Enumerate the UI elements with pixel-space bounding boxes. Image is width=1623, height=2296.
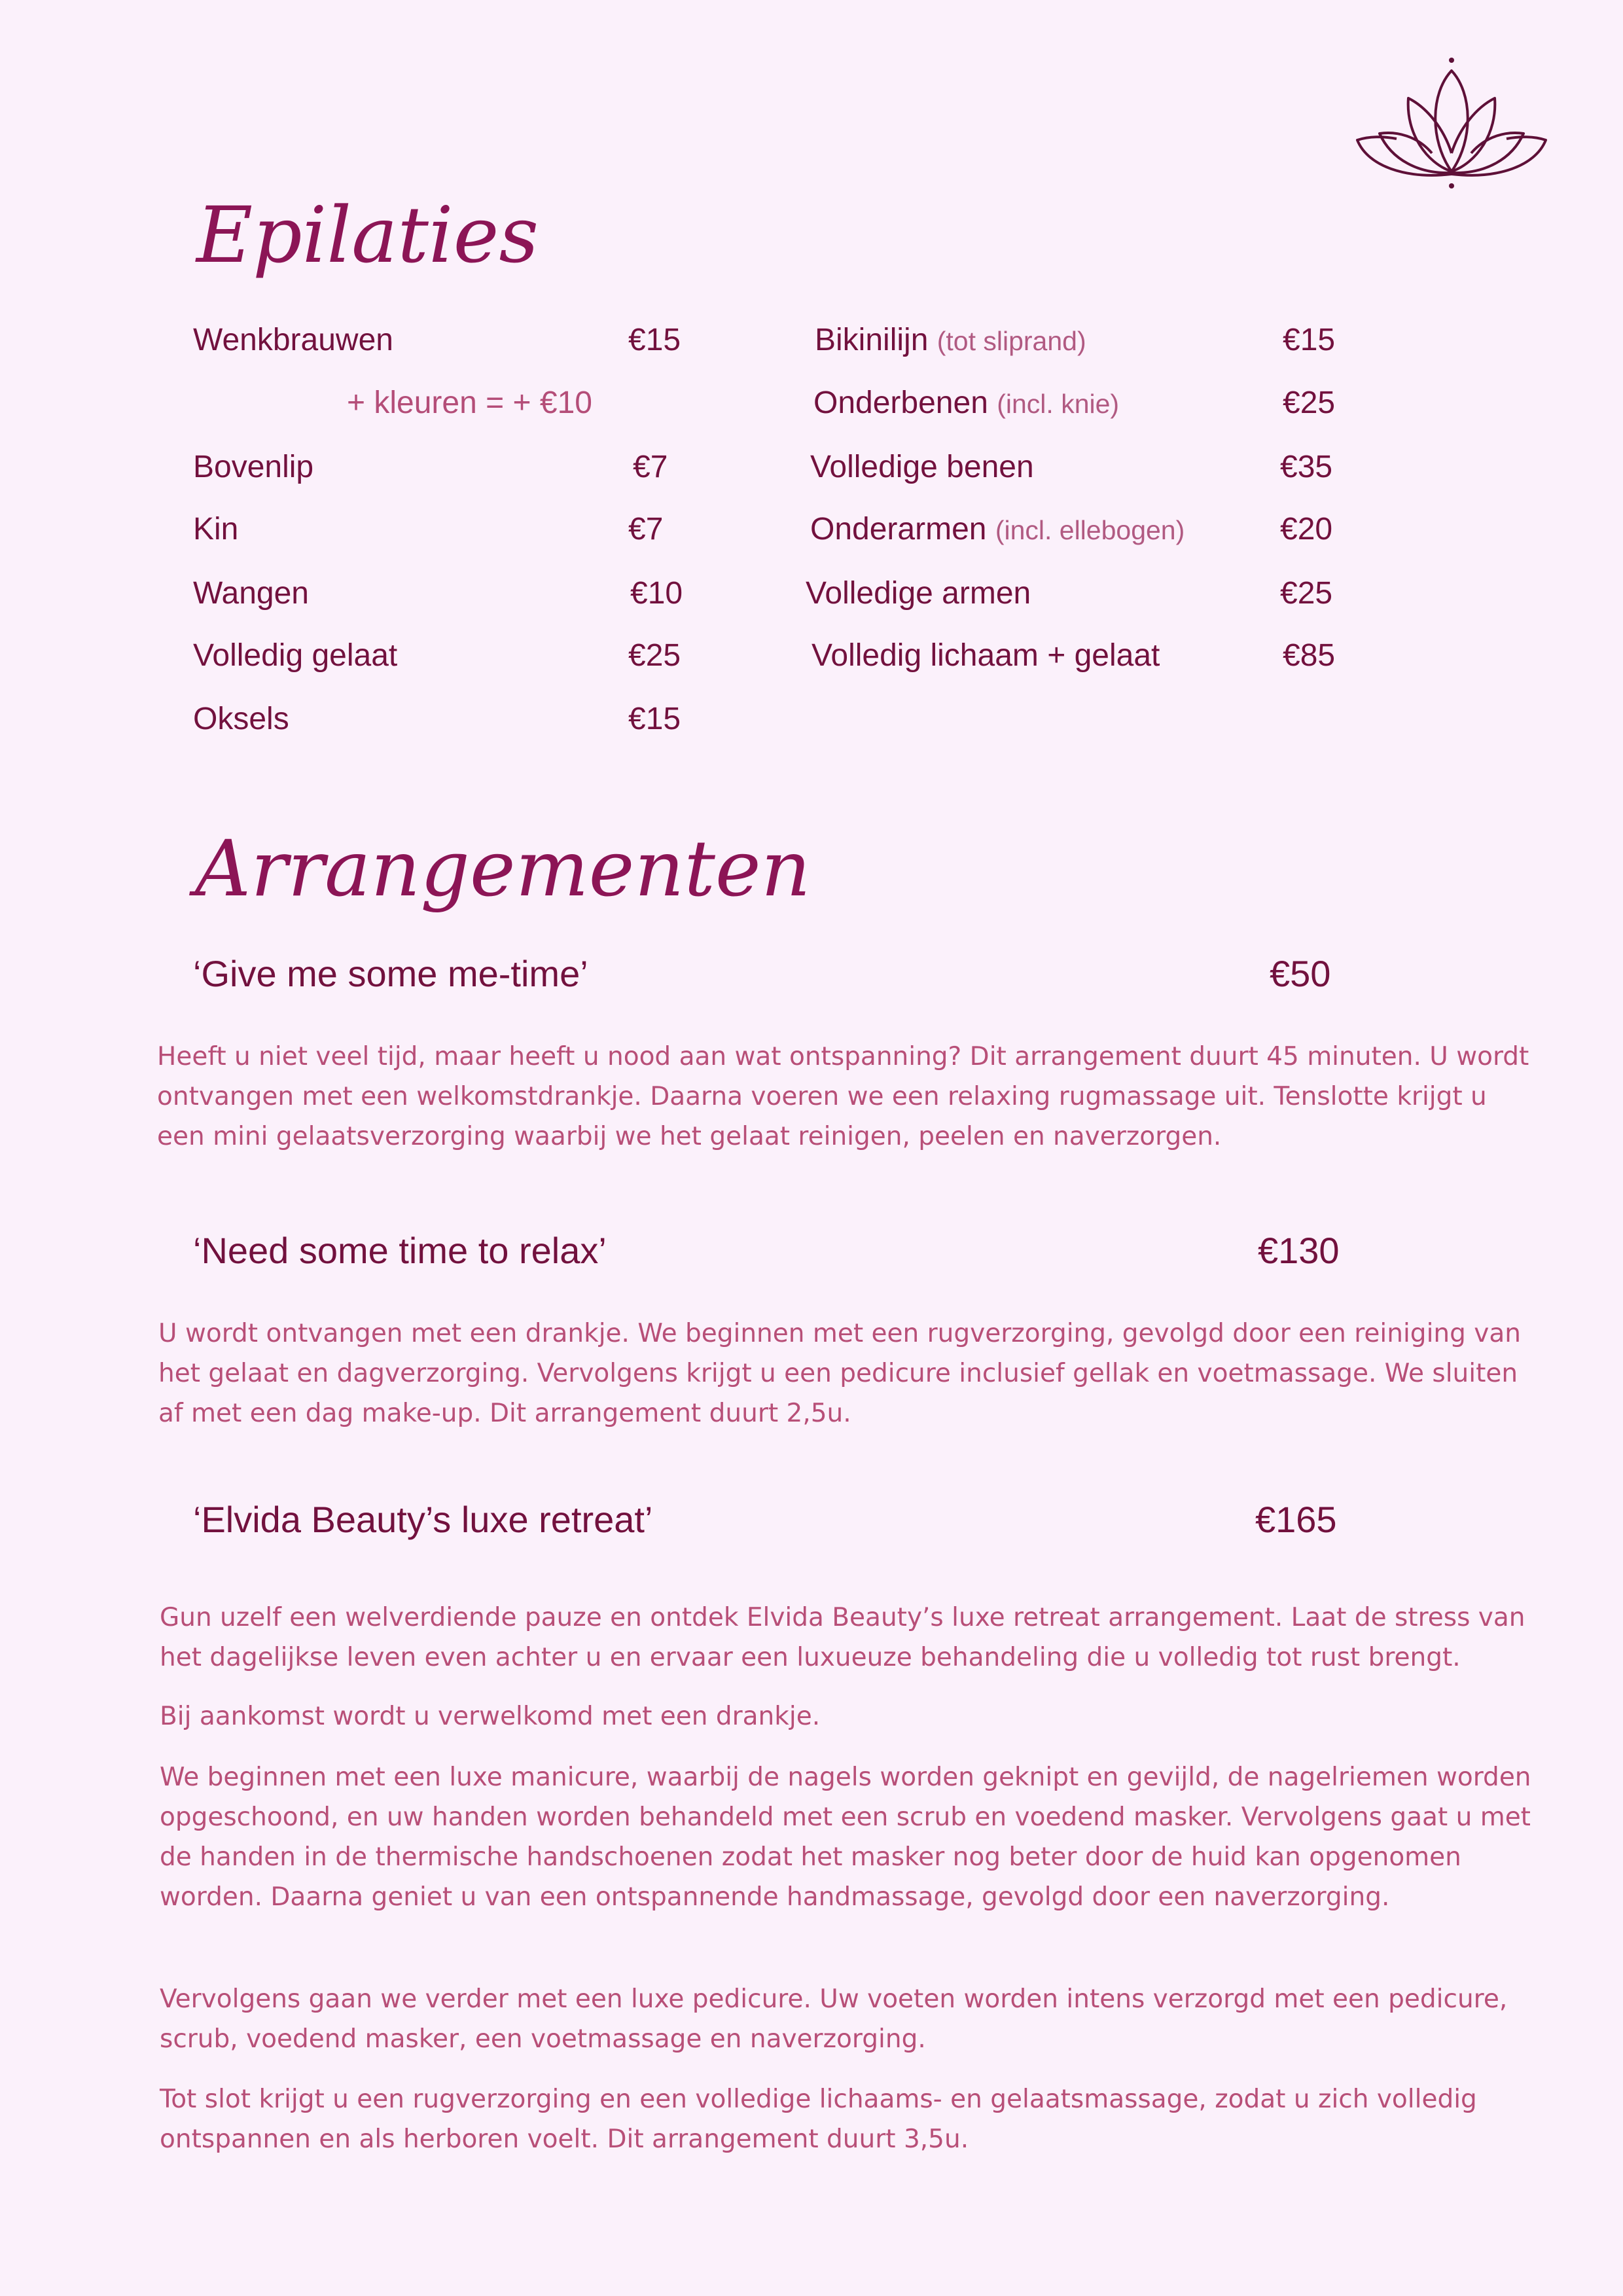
arrangement-title: ‘Elvida Beauty’s luxe retreat’ <box>193 1499 653 1540</box>
section-title-epilaties: Epilaties <box>196 190 539 280</box>
price-item-detail: (incl. ellebogen) <box>995 515 1185 545</box>
arrangement-price: €50 <box>1270 953 1331 994</box>
price-item-price: €7 <box>633 450 668 484</box>
arrangement-description: Heeft u niet veel tijd, maar heeft u nood aan wat ontspanning? Dit arrangement duurt 45 minuten. U wordt ontvangen met een welkomstdrankje. Daarna voeren we een relaxing rugmassage uit. Tenslotte krijgt u een mini gelaatsverzorging waarbij we het gelaat reinigen, peelen en naverzorgen. <box>157 1042 1529 1151</box>
price-item-label: Bikinilijn <box>815 323 929 357</box>
price-item-name: Wenkbrauwen <box>193 323 393 357</box>
price-item-price: €7 <box>628 512 664 547</box>
price-item-detail: (incl. knie) <box>997 389 1120 419</box>
arrangement-price: €165 <box>1255 1499 1337 1540</box>
arrangement-description: U wordt ontvangen met een drankje. We beginnen met een rugverzorging, gevolgd door een reiniging van het gelaat en dagverzorging. Vervolgens krijgt u een pedicure inclusief gellak en voetmassage. We sluiten af met een dag make-up. Dit arrangement duurt 2,5u. <box>158 1319 1521 1428</box>
price-item-name: Volledig lichaam + gelaat <box>812 638 1160 673</box>
price-item-price: €35 <box>1280 450 1333 484</box>
arrangement-title: ‘Give me some me-time’ <box>193 953 588 994</box>
price-item-price: €15 <box>628 702 681 736</box>
price-item-name: Wangen <box>193 576 309 611</box>
price-item-name <box>813 385 1119 421</box>
price-item-price: €25 <box>1280 576 1333 611</box>
price-item-name: Bovenlip <box>193 450 314 484</box>
price-item-name <box>810 511 1185 547</box>
arrangement-description: We beginnen met een luxe manicure, waarbij de nagels worden geknipt en gevijld, de nagelriemen worden opgeschoond, en uw handen worden behandeld met een scrub en voedend masker. Vervolgens gaat u met de handen in de thermische handschoenen zodat het masker nog beter door de huid kan opgenomen worden. Daarna geniet u van een ontspannende handmassage, gevolgd door een naverzorging. <box>160 1763 1531 1912</box>
arrangement-description: Bij aankomst wordt u verwelkomd met een drankje. <box>160 1702 821 1731</box>
price-item-price: €25 <box>1283 386 1336 420</box>
price-item-price: €15 <box>628 323 681 357</box>
price-item-price: €20 <box>1280 512 1333 547</box>
arrangement-description: Gun uzelf een welverdiende pauze en ontdek Elvida Beauty’s luxe retreat arrangement. Laat de stress van het dagelijkse leven even achter u en ervaar een luxueuze behandeling die u volledig tot rust brengt. <box>160 1603 1525 1672</box>
price-item-price: €25 <box>628 638 681 673</box>
price-item-name: Volledige armen <box>806 576 1031 611</box>
price-item-name: Oksels <box>193 702 289 736</box>
arrangement-price: €130 <box>1258 1230 1340 1271</box>
arrangement-description: Vervolgens gaan we verder met een luxe pedicure. Uw voeten worden intens verzorgd met een pedicure, scrub, voedend masker, een voetmassage en naverzorging. <box>160 1984 1508 2054</box>
arrangement-title: ‘Need some time to relax’ <box>193 1230 607 1271</box>
price-item-price: €10 <box>630 576 683 611</box>
price-item-detail: (tot sliprand) <box>936 326 1086 356</box>
lotus-icon <box>1353 55 1550 192</box>
price-item-name: Volledige benen <box>810 450 1034 484</box>
price-item-price: €15 <box>1283 323 1336 357</box>
section-title-arrangementen: Arrangementen <box>195 823 811 914</box>
price-item-name <box>815 322 1086 358</box>
price-item-price: €85 <box>1283 638 1336 673</box>
price-item-name: Volledig gelaat <box>193 638 398 673</box>
price-item-note: + kleuren = + €10 <box>347 386 592 420</box>
price-item-label: Onderarmen <box>810 512 987 547</box>
price-item-name: Kin <box>193 512 239 547</box>
arrangement-description: Tot slot krijgt u een rugverzorging en een volledige lichaams- en gelaatsmassage, zodat u zich volledig ontspannen en als herboren voelt. Dit arrangement duurt 3,5u. <box>160 2085 1477 2154</box>
price-item-label: Onderbenen <box>813 386 988 420</box>
